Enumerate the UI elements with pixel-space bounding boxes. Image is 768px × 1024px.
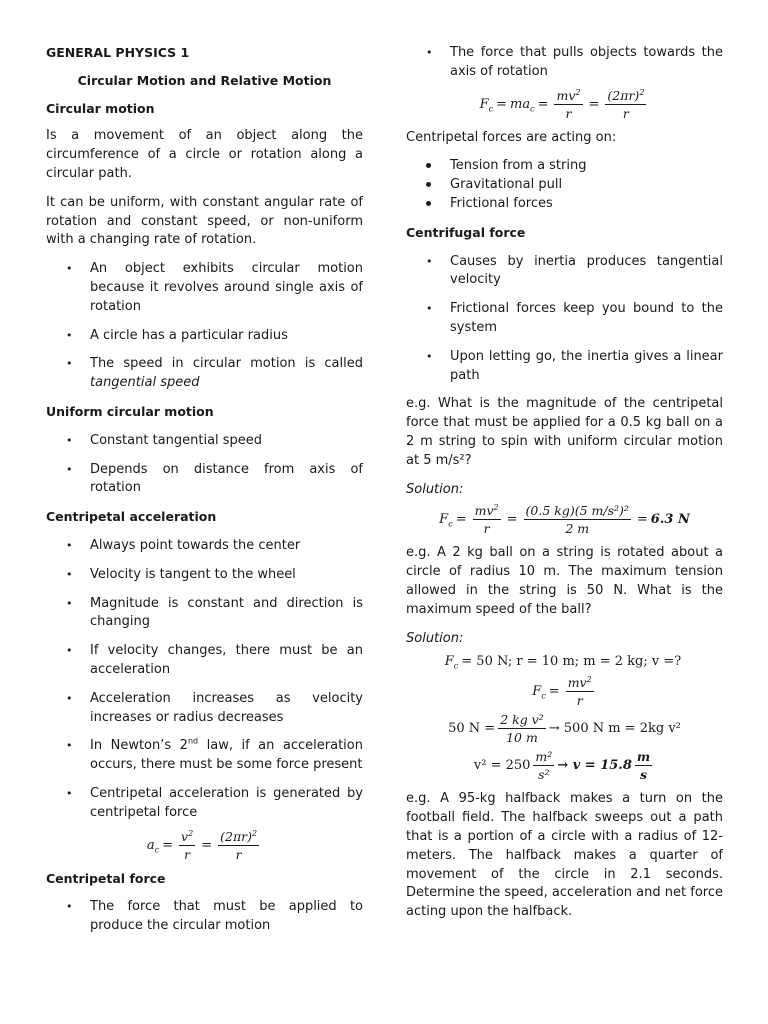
paragraph-acting-on: Centripetal forces are acting on:	[406, 129, 617, 145]
equation-example-1: $F_c$ = $\frac{mv^2}{r}$ = $\frac{\text{(0.5 kg)(5 m/s²)²}}{2 m}$ = 6.3 N	[439, 503, 690, 537]
equation-given: $F_c$ = 50 N; r = 10 m; m = 2 kg; v =?	[444, 654, 682, 671]
list-item: • Constant tangential speed	[66, 432, 263, 448]
list-item: • If velocity changes, there must be an acceleration	[66, 643, 363, 677]
left-column	[46, 44, 363, 936]
list-item: • Velocity is tangent to the wheel	[66, 566, 296, 582]
document-subtitle: Circular Motion and Relative Motion	[77, 72, 332, 88]
equation-result: v² = 250 $\frac{\text{m²}}{\text{s²}}$ → v = 15.8 $\frac{m}{s}$	[473, 749, 651, 783]
centrifugal-list	[406, 253, 723, 386]
heading-centrifugal-force: Centrifugal force	[406, 224, 526, 240]
heading-circular-motion: Circular motion	[46, 100, 155, 116]
equation-force-formula: $F_c$ = $\frac{mv^2}{r}$	[532, 675, 592, 709]
equation-substitution: 50 N = $\frac{\text{2 kg v²}}{10 m}$ → 500 N m = 2kg v²	[448, 712, 681, 746]
equation-centripetal-force: $F_c$ = $ma_c$ = $\frac{mv^2}{r}$ = $\frac{(2\pi r)^2}{r}$	[479, 87, 645, 121]
centripetal-force-list	[46, 898, 363, 936]
solution-label-1: Solution:	[406, 481, 464, 497]
centripetal-force-list-continued	[406, 44, 723, 82]
list-item: • Upon letting go, the inertia gives a linear path	[426, 348, 723, 383]
acting-on-list	[406, 157, 723, 213]
heading-uniform-circular-motion: Uniform circular motion	[46, 403, 214, 419]
paragraph-definition: Is a movement of an object along the circumference of a circle or rotation along a circular path.	[46, 128, 363, 181]
list-item: • An object exhibits circular motion because it revolves around single axis of rotation	[66, 261, 363, 314]
list-item: Tension from a string	[406, 157, 723, 176]
list-item: Frictional forces	[406, 195, 723, 214]
list-item: • Frictional forces keep you bound to the system	[426, 301, 723, 335]
circular-motion-list	[46, 260, 363, 393]
equation-centripetal-acceleration: $a_c$ = $\frac{v^2}{r}$ = $\frac{(2\pi r)^2}{r}$	[146, 828, 258, 862]
heading-centripetal-force: Centripetal force	[46, 870, 166, 886]
list-item: • The force that pulls objects towards the axis of rotation	[426, 45, 723, 79]
uniform-list	[46, 432, 363, 498]
document-title: GENERAL PHYSICS 1	[46, 45, 190, 60]
heading-centripetal-acceleration: Centripetal acceleration	[46, 509, 217, 525]
list-item: • Acceleration increases as velocity increases or radius decreases	[66, 690, 363, 725]
list-item: Gravitational pull	[406, 176, 723, 195]
list-item: • Causes by inertia produces tangential velocity	[426, 253, 723, 288]
list-item: • A circle has a particular radius	[66, 327, 288, 343]
example-3: e.g. A 95-kg halfback makes a turn on the football field. The halfback sweeps out a path that is a portion of a circle with a radius of 12-meters. The halfback makes a quarter of movement of the circle in 2.1 seconds. Determine the speed, acceleration and net force acting upon the halfback.	[406, 791, 723, 920]
paragraph-uniform: It can be uniform, with constant angular rate of rotation and constant speed, or non-uniform with a changing rate of rotation.	[46, 194, 363, 248]
list-item: • Centripetal acceleration is generated by centripetal force	[66, 785, 363, 820]
example-1: e.g. What is the magnitude of the centripetal force that must be applied for a 0.5 kg ball on a 2 m string to spin with uniform circular motion at 5 m/s²?	[406, 396, 723, 468]
list-item: • Depends on distance from axis of rotation	[66, 461, 363, 496]
solution-label-2: Solution:	[406, 630, 464, 646]
right-column	[406, 44, 723, 922]
list-item: • The force that must be applied to produce the circular motion	[66, 899, 363, 934]
acceleration-list	[46, 537, 363, 823]
list-item: • Magnitude is constant and direction is changing	[66, 595, 363, 630]
list-item: • In Newton’s 2nd law, if an acceleration occurs, there must be some force present	[66, 736, 363, 773]
list-item: • The speed in circular motion is called tangential speed	[66, 356, 363, 391]
list-item: • Always point towards the center	[66, 537, 301, 553]
example-2: e.g. A 2 kg ball on a string is rotated about a circle of radius 10 m. The maximum tension allowed in the string is 50 N. What is the maximum speed of the ball?	[406, 545, 723, 617]
